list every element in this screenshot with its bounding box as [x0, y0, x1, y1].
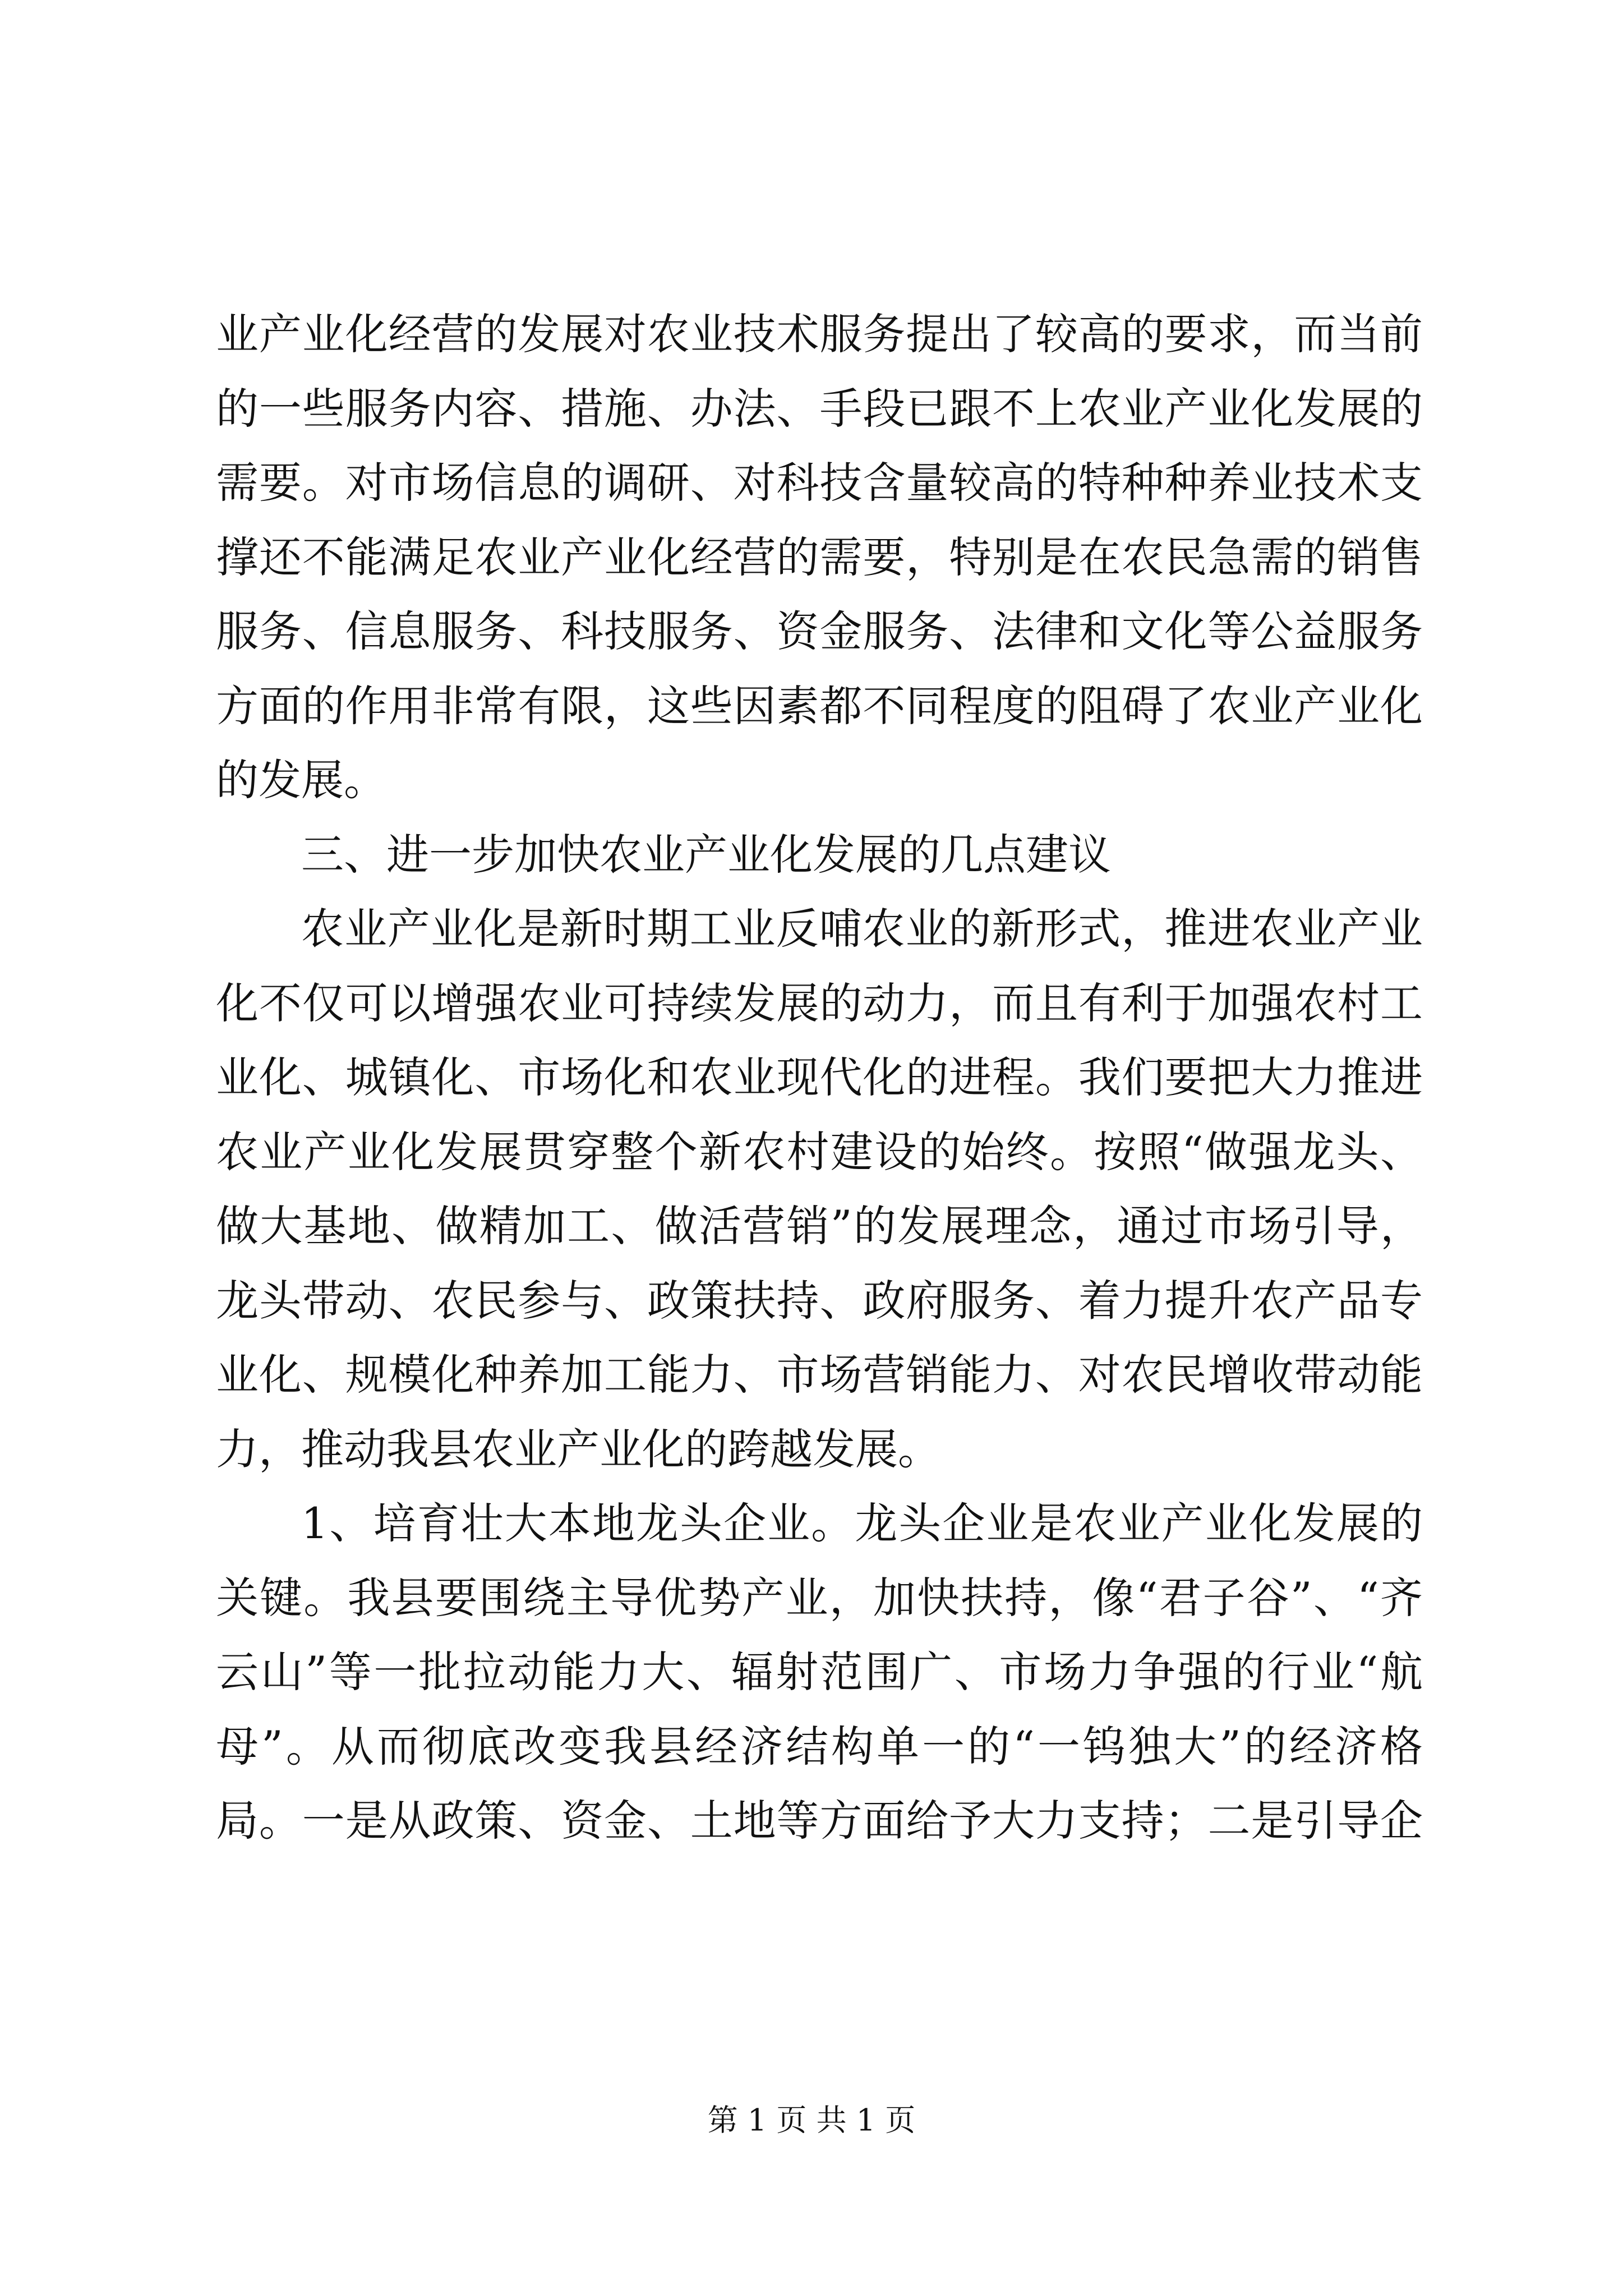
text-line: 需要。对市场信息的调研、对科技含量较高的特种种养业技术支 [216, 458, 1423, 508]
text-line: 的一些服务内容、措施、办法、手段已跟不上农业产业化发展的 [216, 383, 1423, 434]
text-line: 业产业化经营的发展对农业技术服务提出了较高的要求，而当前 [216, 309, 1423, 359]
text-line: 方面的作用非常有限，这些因素都不同程度的阻碍了农业产业化 [216, 680, 1423, 731]
text-line: 力，推动我县农业产业化的跨越发展。 [216, 1424, 940, 1474]
text-line: 业化、城镇化、市场化和农业现代化的进程。我们要把大力推进 [216, 1052, 1423, 1102]
document-body [216, 297, 1423, 1858]
text-line: 的发展。 [216, 755, 386, 805]
section-heading: 三、进一步加快农业产业化发展的几点建议 [301, 829, 1111, 880]
text-line: 农业产业化是新时期工业反哺农业的新形式，推进农业产业 [301, 904, 1423, 954]
text-line: 撑还不能满足农业产业化经营的需要，特别是在农民急需的销售 [216, 532, 1423, 582]
text-line: 做大基地、做精加工、做活营销”的发展理念，通过市场引导， [216, 1201, 1423, 1251]
page-footer [0, 2101, 1623, 2140]
text-line: 云山”等一批拉动能力大、辐射范围广、市场力争强的行业“航 [216, 1647, 1423, 1697]
text-line: 局。一是从政策、资金、土地等方面给予大力支持；二是引导企 [216, 1796, 1423, 1846]
text-line: 农业产业化发展贯穿整个新农村建设的始终。按照“做强龙头、 [216, 1126, 1423, 1177]
text-line: 龙头带动、农民参与、政策扶持、政府服务、着力提升农产品专 [216, 1275, 1423, 1326]
text-line: 业化、规模化种养加工能力、市场营销能力、对农民增收带动能 [216, 1350, 1423, 1400]
text-line: 1、培育壮大本地龙头企业。龙头企业是农业产业化发展的 [301, 1498, 1423, 1548]
text-line: 服务、信息服务、科技服务、资金服务、法律和文化等公益服务 [216, 606, 1423, 656]
text-line: 化不仅可以增强农业可持续发展的动力，而且有利于加强农村工 [216, 978, 1423, 1028]
page-number: 第 1 页 共 1 页 [707, 2102, 916, 2138]
text-line: 母”。从而彻底改变我县经济结构单一的“一钨独大”的经济格 [216, 1721, 1423, 1772]
text-line: 关键。我县要围绕主导优势产业，加快扶持，像“君子谷”、“齐 [216, 1572, 1423, 1623]
